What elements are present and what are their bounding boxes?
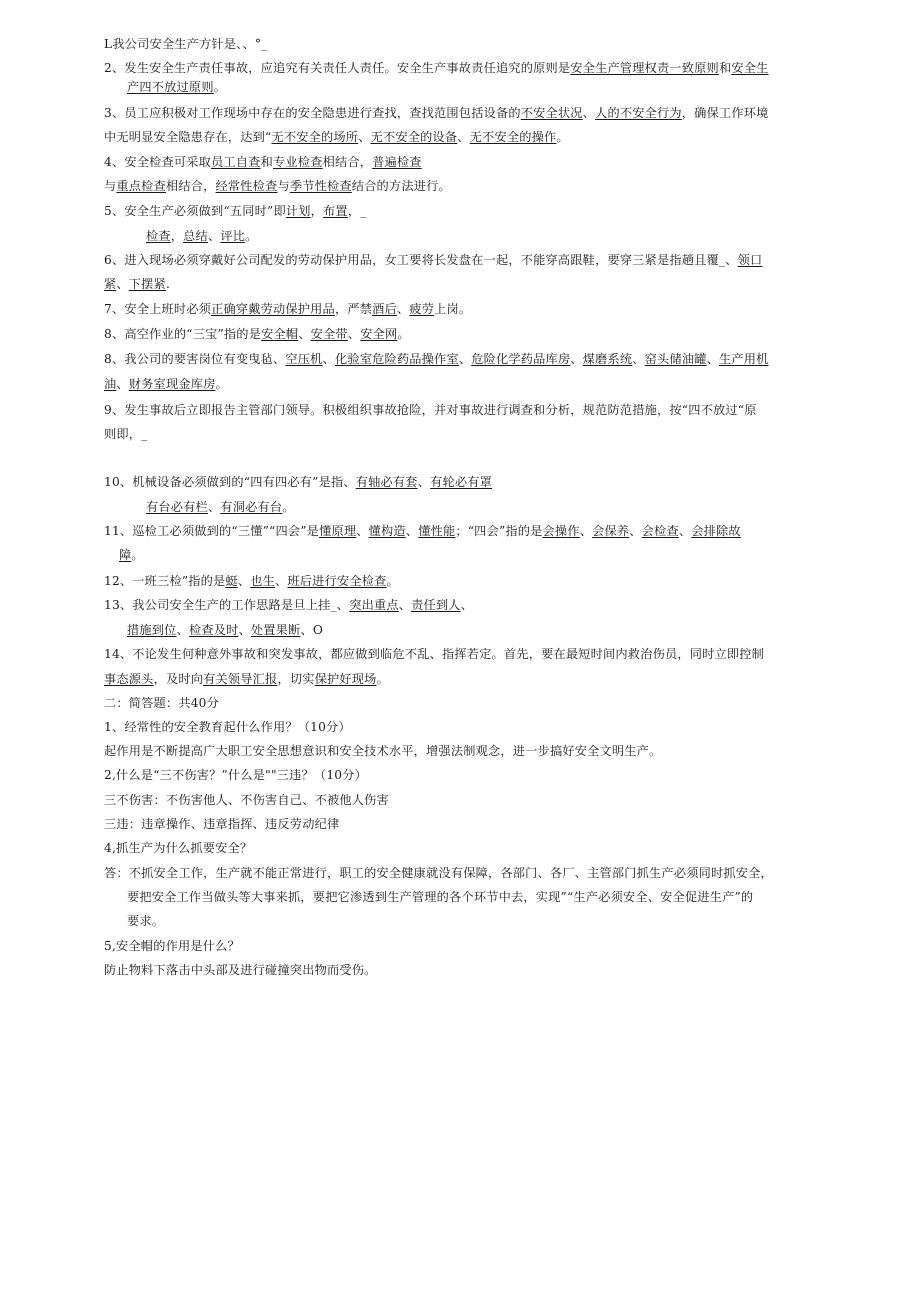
text-segment: 三不伤害：不伤害他人、不伤害自己、不被他人伤害 <box>104 793 389 807</box>
answer-underlined: 班后进行安全检查 <box>287 574 387 588</box>
text-segment: 13、我公司安全生产的工作思路是旦上挂_、 <box>104 598 350 612</box>
answer-underlined: 保护好现场 <box>314 672 377 686</box>
text-line <box>104 645 764 663</box>
text-segment: ， <box>170 229 184 243</box>
answer-underlined: 季节性检查 <box>289 179 352 193</box>
answer-underlined: 突出重点 <box>349 598 399 612</box>
answer-underlined: 责任到人 <box>411 598 461 612</box>
text-segment: 。 <box>131 548 144 562</box>
text-line <box>104 350 769 368</box>
answer-underlined: 评比 <box>220 229 246 243</box>
text-line <box>104 325 410 343</box>
text-segment: 则即，_ <box>104 427 148 441</box>
answer-underlined: 酒后 <box>372 302 397 316</box>
answer-underlined: 无不安全的设备 <box>370 130 458 144</box>
text-segment: ，切实 <box>277 672 315 686</box>
text-segment: 相结合， <box>165 179 216 193</box>
text-segment: 。 <box>397 327 410 341</box>
text-segment: 、 <box>398 598 412 612</box>
text-segment: 、 <box>207 500 221 514</box>
text-segment: 、 <box>405 524 419 538</box>
text-segment: 、 <box>322 352 335 366</box>
text-segment: 。 <box>245 229 258 243</box>
answer-underlined: 总结 <box>183 229 208 243</box>
text-line <box>104 202 367 220</box>
text-segment: 、 <box>457 130 470 144</box>
text-segment: 要把安全工作当做头等大事来抓，要把它渗透到生产管理的各个环节中去，实现”“生产必须安全、安全促进生产”的 <box>127 890 754 904</box>
text-line <box>104 375 228 393</box>
answer-underlined: 化验室危险药品操作室 <box>334 352 459 366</box>
text-line <box>119 546 144 564</box>
answer-underlined: 专业检查 <box>273 155 323 169</box>
text-segment: 7、安全上班时必须 <box>104 302 212 316</box>
text-line <box>104 128 569 146</box>
text-segment: ，严禁 <box>334 302 373 316</box>
text-segment: 、 <box>347 327 361 341</box>
text-line <box>127 78 226 96</box>
text-segment: 防止物料下落击中头部及进行碰撞突出物而受伤。 <box>104 963 377 977</box>
answer-underlined: 空压机 <box>285 352 323 366</box>
text-segment: . <box>165 277 171 291</box>
answer-underlined: 人的不安全行为 <box>595 106 682 120</box>
answer-underlined: 生产用机 <box>719 352 769 366</box>
text-segment: 。 <box>215 377 228 391</box>
text-line <box>104 300 471 318</box>
text-line <box>104 177 451 195</box>
text-line <box>127 912 164 930</box>
text-segment: 、 <box>460 598 474 612</box>
text-segment: 、 <box>237 574 251 588</box>
answer-underlined: 油 <box>104 377 117 391</box>
text-segment: 上岗。 <box>434 302 472 316</box>
text-segment: 结合的方法进行。 <box>351 179 451 193</box>
answer-underlined: 不安全状况 <box>520 106 583 120</box>
text-segment: 2,什么是“三不伤害？”什么是""三违？（10分） <box>104 768 367 782</box>
text-line <box>104 473 492 491</box>
text-line <box>146 227 258 245</box>
text-line <box>104 742 661 760</box>
text-segment: 、 <box>275 574 288 588</box>
answer-underlined: 会检查 <box>641 524 679 538</box>
text-segment: 、 <box>629 524 642 538</box>
text-line <box>104 104 769 122</box>
text-segment: ，确保工作环境 <box>681 106 769 120</box>
text-segment: 8、我公司的要害岗位有变曳毡、 <box>104 352 286 366</box>
text-line <box>104 275 170 293</box>
text-segment: 起作用是不断提高广大职工安全思想意识和安全技术水平，增强法制观念，进一步搞好安全文明生产。 <box>104 744 662 758</box>
answer-underlined: 正确穿戴劳动保护用品 <box>211 302 335 316</box>
answer-underlined: 下摆紧 <box>128 277 166 291</box>
answer-underlined: 会保养 <box>592 524 630 538</box>
text-line <box>104 864 773 882</box>
text-segment: 与 <box>104 179 117 193</box>
text-line <box>104 596 473 614</box>
answer-underlined: 安全网 <box>360 327 398 341</box>
answer-underlined: 无不安全的场所 <box>271 130 359 144</box>
text-segment: 4,抓生产为什么抓要安全？ <box>104 841 253 855</box>
text-segment: 2、发生安全生产责任事故，应追究有关责任人责任。安全生产事故责任追究的原则是 <box>104 61 571 75</box>
answer-underlined: 懂原理 <box>319 524 357 538</box>
answer-underlined: 有关领导汇报 <box>203 672 278 686</box>
answer-underlined: 安全带 <box>310 327 348 341</box>
text-segment: 三违：违章操作、违章指挥、违反劳动纪律 <box>104 817 340 831</box>
text-segment: 、 <box>579 524 593 538</box>
text-line <box>104 425 147 443</box>
answer-underlined: 安全帽 <box>261 327 299 341</box>
text-line <box>104 694 219 712</box>
text-segment: 、 <box>582 106 596 120</box>
text-segment: ，及时向 <box>153 672 204 686</box>
text-segment: 、 <box>238 623 251 637</box>
text-segment: ；“四会”指的是 <box>455 524 543 538</box>
answer-underlined: 检查 <box>146 229 171 243</box>
text-segment: 、 <box>570 352 583 366</box>
text-segment: 4、安全检查可采取 <box>104 155 212 169</box>
answer-underlined: 蜓 <box>225 574 238 588</box>
answer-underlined: 措施到位 <box>127 623 177 637</box>
text-segment: 。 <box>213 80 227 94</box>
answer-underlined: 检查及时 <box>188 623 239 637</box>
text-line <box>127 621 323 639</box>
text-segment: 中无明显安全隐患存在，达到“ <box>104 130 272 144</box>
text-segment: 10、机械设备必须做到的“四有四必有”是指、 <box>104 475 356 489</box>
text-segment: 14、不论发生何种意外事故和突发事故，都应做到临危不乱、指挥若定。首先，要在最短时间内救治伤员，同时立即控制 <box>104 647 765 661</box>
text-segment: 、 <box>678 524 692 538</box>
answer-underlined: 财务室现金库房 <box>128 377 216 391</box>
answer-underlined: 处置果断 <box>250 623 301 637</box>
answer-underlined: 事态源头 <box>104 672 154 686</box>
text-segment: 和 <box>260 155 274 169</box>
text-line <box>104 937 240 955</box>
answer-underlined: 领口 <box>737 253 763 267</box>
text-line <box>104 670 389 688</box>
text-line <box>104 766 367 784</box>
text-segment: 3、员工应积极对工作现场中存在的安全隐患进行查找，查找范围包括设备的 <box>104 106 521 120</box>
answer-underlined: 有轮必有罩 <box>430 475 493 489</box>
text-line <box>104 572 399 590</box>
answer-underlined: 有轴必有套 <box>355 475 418 489</box>
text-line <box>104 839 252 857</box>
text-line <box>146 498 295 516</box>
answer-underlined: 经常性检查 <box>215 179 278 193</box>
answer-underlined: 产四不放过原则 <box>127 80 214 94</box>
text-segment: ， <box>310 204 324 218</box>
answer-underlined: 紧 <box>104 277 117 291</box>
text-segment: 、 <box>458 352 472 366</box>
text-segment: 、 <box>396 302 410 316</box>
text-segment: 二：简答题：共40分 <box>104 696 220 710</box>
text-segment: 、 <box>632 352 645 366</box>
answer-underlined: 会排除故 <box>691 524 741 538</box>
text-line <box>104 791 389 809</box>
text-segment: 12、一班三检”指的是 <box>104 574 226 588</box>
text-segment: 、 <box>298 327 311 341</box>
text-line <box>104 35 267 53</box>
answer-underlined: 有洞必有台 <box>220 500 283 514</box>
text-segment: 、 <box>706 352 719 366</box>
answer-underlined: 会操作 <box>542 524 580 538</box>
text-segment: 、 <box>207 229 221 243</box>
text-segment: 要求。 <box>127 914 165 928</box>
text-segment: L我公司安全生产方针是、、°_ <box>104 37 268 51</box>
answer-underlined: 危险化学药品库房 <box>471 352 571 366</box>
text-line <box>104 961 377 979</box>
text-line <box>127 888 753 906</box>
text-segment: 、 <box>116 377 129 391</box>
answer-underlined: 疲劳 <box>409 302 435 316</box>
text-segment: 和 <box>718 61 732 75</box>
text-segment: 。 <box>556 130 569 144</box>
text-segment: 11、巡检工必须做到的“三懂”“四会”是 <box>104 524 320 538</box>
text-line <box>104 401 757 419</box>
text-segment: 5,安全帽的作用是什么？ <box>104 939 240 953</box>
text-segment: 、 <box>358 130 371 144</box>
text-segment: 与 <box>277 179 290 193</box>
answer-underlined: 安全生产管理权责一致原则 <box>570 61 719 75</box>
answer-underlined: 普遍检查 <box>372 155 422 169</box>
text-segment: 、 <box>176 623 189 637</box>
text-segment: 5、安全生产必须做到“五同时”即 <box>104 204 286 218</box>
text-line <box>104 718 351 736</box>
text-segment: 8、高空作业的“三宝”指的是 <box>104 327 262 341</box>
answer-underlined: 窑头储油罐 <box>644 352 707 366</box>
answer-underlined: 员工自查 <box>211 155 261 169</box>
text-segment: 。 <box>282 500 295 514</box>
text-segment: 、 <box>356 524 369 538</box>
text-segment: 、 <box>116 277 129 291</box>
text-segment: 。 <box>376 672 389 686</box>
answer-underlined: 布置 <box>323 204 348 218</box>
answer-underlined: 也生 <box>250 574 276 588</box>
answer-underlined: 煤磨系统 <box>582 352 633 366</box>
text-segment: 答：不抓安全工作，生产就不能正常进行，职工的安全健康就没有保障，各部门、各厂、主管部门抓生产必须同时抓安全， <box>104 866 773 880</box>
answer-underlined: 安全生 <box>731 61 769 75</box>
answer-underlined: 重点检查 <box>116 179 166 193</box>
text-line <box>104 59 769 77</box>
text-segment: ，_ <box>347 204 367 218</box>
text-segment: 9、发生事故后立即报告主管部门领导。积极组织事故抢险，并对事故进行调查和分析，规范防范措施，按“四不放过“原 <box>104 403 757 417</box>
answer-underlined: 懂构造 <box>368 524 406 538</box>
answer-underlined: 有台必有栏 <box>146 500 208 514</box>
text-segment: 6、进入现场必须穿戴好公司配发的劳动保护用品，女工要将长发盘在一起，不能穿高跟鞋，要穿三紧是指趟且覆_、 <box>104 253 738 267</box>
text-line <box>104 251 762 269</box>
text-segment: 。 <box>386 574 399 588</box>
text-line <box>104 522 741 540</box>
text-segment: 、O <box>300 623 324 637</box>
answer-underlined: 障 <box>119 548 132 562</box>
text-line <box>104 153 422 171</box>
text-segment: 1、经常性的安全教育起什么作用？（10分） <box>104 720 351 734</box>
answer-underlined: 计划 <box>285 204 311 218</box>
answer-underlined: 无不安全的操作 <box>469 130 557 144</box>
text-line <box>104 815 339 833</box>
answer-underlined: 懂性能 <box>418 524 456 538</box>
text-segment: 、 <box>417 475 431 489</box>
text-segment: 相结合， <box>322 155 373 169</box>
